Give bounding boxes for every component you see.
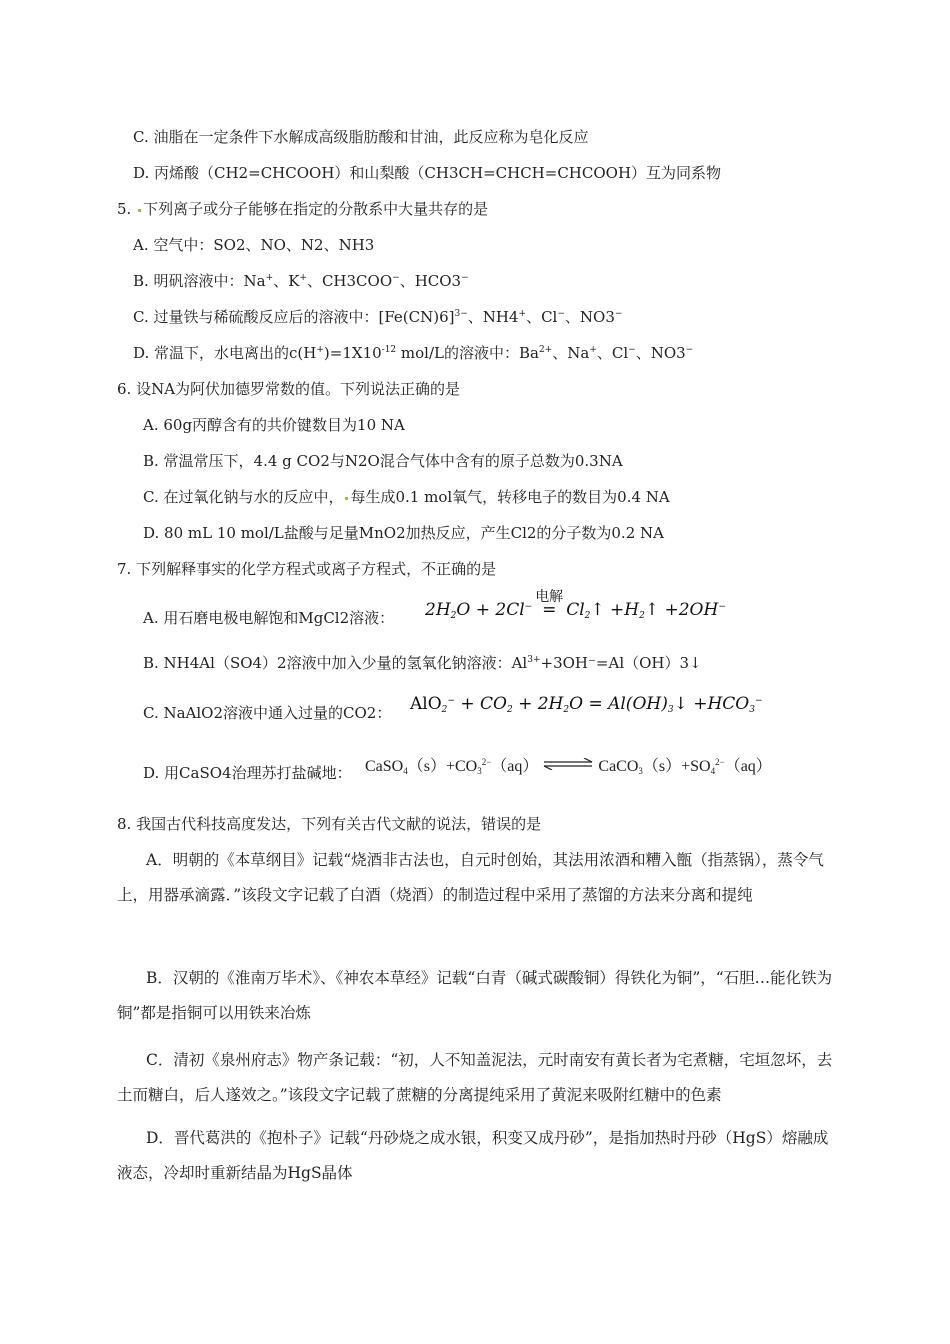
option-6d: D. 80 mL 10 mol/L盐酸与足量MnO2加热反应，产生Cl2的分子数为0.2 NA xyxy=(143,524,665,542)
edit-mark xyxy=(138,209,141,212)
option-8d: D．晋代葛洪的《抱朴子》记载“丹砂烧之成水银，积变又成丹砂”，是指加热时丹砂（HgS）熔融成液态，冷却时重新结晶为HgS晶体 xyxy=(117,1129,829,1182)
option-6a: A. 60g丙醇含有的共价键数目为10 NA xyxy=(143,416,405,434)
option-8a: A．明朝的《本草纲目》记载“烧酒非古法也，自元时创始，其法用浓酒和糟入甑（指蒸锅），蒸令气上，用器承滴露．”该段文字记载了白酒（烧酒）的制造过程中采用了蒸馏的方法来分离和提纯 xyxy=(117,851,824,904)
option-5d: D. 常温下，水电离出的$c(H^+)=1X10^{-12}$ mol/L的溶液中：$Ba^{2+}$、Na+、Cl−、NO3− xyxy=(133,344,694,362)
option-7b: B. NH4Al（SO4）2溶液中加入少量的氢氧化钠溶液：$Al^{3+}+3OH^-=Al(OH)3↓$ xyxy=(143,654,702,672)
option-7d: D. 用CaSO4治理苏打盐碱地： xyxy=(143,764,352,782)
option-5c: C. 过量铁与稀硫酸反应后的溶液中：$[Fe(CN)6]^{3-}$、NH4+、Cl−、NO3− xyxy=(133,308,623,326)
equilibrium-arrows-icon xyxy=(542,758,594,770)
question-8: 8. 我国古代科技高度发达，下列有关古代文献的说法，错误的是 xyxy=(117,815,542,833)
edit-mark xyxy=(345,497,348,500)
equation-7a: $2H_2O + 2Cl^-$ 电解 = $Cl_2↑$ $+H_2↑ +2OH^-$ xyxy=(425,589,726,621)
option-8b: B．汉朝的《淮南万毕术》、《神农本草经》记载“白青（碱式碳酸铜）得铁化为铜”，“石胆…能化铁为铜”都是指铜可以用铁来冶炼 xyxy=(117,969,833,1022)
option-5a: A. 空气中：SO2、NO、N2、NH3 xyxy=(133,236,375,254)
question-7: 7. 下列解释事实的化学方程式或离子方程式，不正确的是 xyxy=(117,560,497,578)
question-5: 5. 下列离子或分子能够在指定的分散系中大量共存的是 xyxy=(117,200,489,218)
option-4d: D. 丙烯酸（CH2=CHCOOH）和山梨酸（CH3CH=CHCH=CHCOOH）互为同系物 xyxy=(133,164,722,182)
option-7a: A. 用石磨电极电解饱和MgCl2溶液： xyxy=(143,609,395,627)
option-6b: B. 常温常压下，4.4 g CO2与N2O混合气体中含有的原子总数为0.3NA xyxy=(143,452,623,470)
option-8c: C．清初《泉州府志》物产条记载：“初，人不知盖泥法，元时南安有黄长者为宅煮糖，宅垣忽坏，去土而糖白，后人遂效之。”该段文字记载了蔗糖的分离提纯采用了黄泥来吸附红糖中的色素 xyxy=(117,1051,833,1104)
question-6: 6. 设NA为阿伏加德罗常数的值。下列说法正确的是 xyxy=(117,380,461,398)
option-5b: B. 明矾溶液中：Na+、K+、CH3COO−、HCO3− xyxy=(133,272,469,290)
option-4c: C. 油脂在一定条件下水解成高级脂肪酸和甘油，此反应称为皂化反应 xyxy=(133,128,589,146)
option-6c: C. 在过氧化钠与水的反应中， 每生成0.1 mol氧气，转移电子的数目为0.4 NA xyxy=(143,488,670,506)
equation-7c: $AlO_2^- + CO_2 + 2H_2O$ = $Al(OH)_3↓ +HCO_3^-$ xyxy=(410,694,763,715)
equation-7d: $CaSO_4(s)+CO_3^{2-}(aq)$ $CaCO_3(s)+SO_4^{2-}(aq)$ xyxy=(365,757,772,776)
option-7c: C. NaAlO2溶液中通入过量的CO2： xyxy=(143,704,392,722)
electrolysis-condition: 电解 = xyxy=(535,589,564,620)
